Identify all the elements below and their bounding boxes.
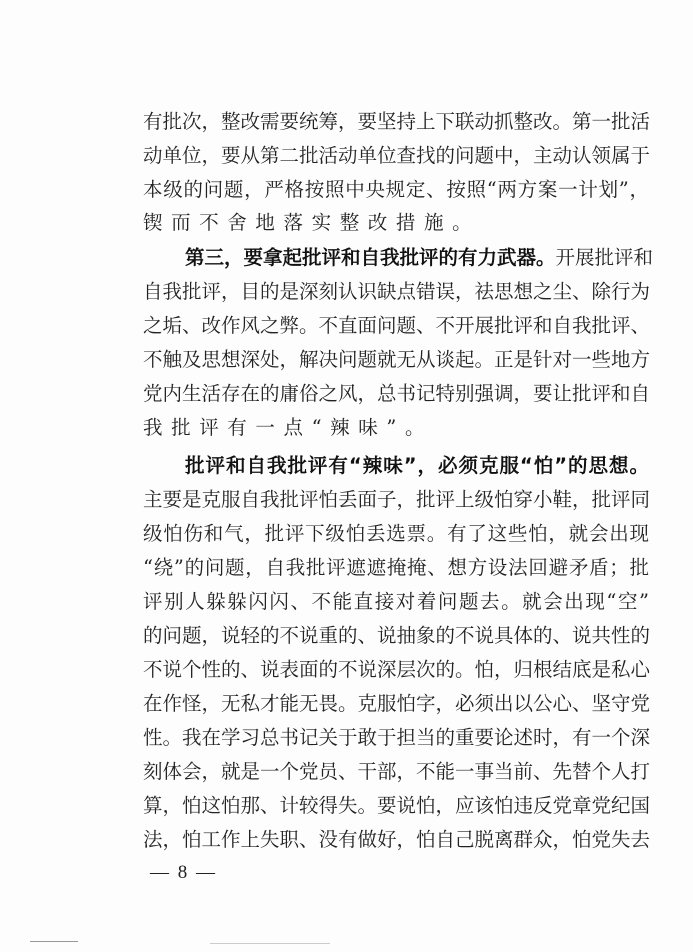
text-line xyxy=(143,723,649,753)
text-line xyxy=(185,451,649,481)
text-line xyxy=(143,587,649,617)
text-line xyxy=(143,553,649,583)
text-line xyxy=(143,175,649,205)
text-line xyxy=(143,825,649,855)
line-text: 开展批评和 xyxy=(555,246,654,269)
text-line xyxy=(143,655,649,685)
text-line xyxy=(143,345,649,375)
scan-artifact xyxy=(210,943,330,944)
line-text: 法，怕工作上失职、没有做好，怕自己脱离群众，怕党失去 xyxy=(143,828,651,851)
line-text: 动单位，要从第二批活动单位查找的问题中，主动认领属于 xyxy=(143,144,651,167)
scan-artifact xyxy=(30,941,78,942)
text-line xyxy=(143,208,649,238)
text-line xyxy=(143,311,649,341)
bold-heading-text: 批评和自我批评有“辣味”，必须克服“怕”的思想。 xyxy=(185,454,649,477)
line-text: 评别人躲躲闪闪、不能直接对着问题去。就会出现“空” xyxy=(143,590,649,613)
text-line xyxy=(143,791,649,821)
line-text: 自我批评，目的是深刻认识缺点错误，祛思想之尘、除行为 xyxy=(143,280,651,303)
text-line xyxy=(143,689,649,719)
text-line xyxy=(143,519,649,549)
line-text: “绕”的问题，自我批评遮遮掩掩、想方设法回避矛盾；批 xyxy=(143,556,649,579)
text-line xyxy=(143,107,649,137)
line-text: 算，怕这怕那、计较得失。要说怕，应该怕违反党章党纪国 xyxy=(143,794,651,817)
bold-heading-text: 第三，要拿起批评和自我批评的有力武器。 xyxy=(185,246,556,269)
line-text: 主要是克服自我批评怕丢面子，批评上级怕穿小鞋，批评同 xyxy=(143,488,651,511)
line-text: 不触及思想深处，解决问题就无从谈起。正是针对一些地方 xyxy=(143,348,651,371)
line-text: 之垢、改作风之弊。不直面问题、不开展批评和自我批评、 xyxy=(143,314,651,337)
line-text: 我批评有一点“辣味”。 xyxy=(143,416,434,439)
text-line xyxy=(143,413,649,443)
line-text: 的问题，说轻的不说重的、说抽象的不说具体的、说共性的 xyxy=(143,624,651,647)
line-text: 性。我在学习总书记关于敢于担当的重要论述时，有一个深 xyxy=(143,726,651,749)
line-text: 刻体会，就是一个党员、干部，不能一事当前、先替个人打 xyxy=(143,760,651,783)
text-line xyxy=(143,379,649,409)
text-line xyxy=(143,277,649,307)
line-text: 在作怪，无私才能无畏。克服怕字，必须出以公心、坚守党 xyxy=(143,692,651,715)
line-text: 有批次，整改需要统筹，要坚持上下联动抓整改。第一批活 xyxy=(143,110,651,133)
text-line xyxy=(143,141,649,171)
line-text: 本级的问题，严格按照中央规定、按照“两方案一计划”， xyxy=(143,178,649,201)
text-line xyxy=(143,757,649,787)
line-text: 锲而不舍地落实整改措施。 xyxy=(143,211,481,234)
line-text: 级怕伤和气，批评下级怕丢选票。有了这些怕，就会出现 xyxy=(143,522,649,545)
page-number: — 8 — xyxy=(150,862,217,883)
text-line xyxy=(143,621,649,651)
text-line xyxy=(185,243,654,273)
line-text: 不说个性的、说表面的不说深层次的。怕，归根结底是私心 xyxy=(143,658,651,681)
text-line xyxy=(143,485,649,515)
line-text: 党内生活存在的庸俗之风，总书记特别强调，要让批评和自 xyxy=(143,382,651,405)
